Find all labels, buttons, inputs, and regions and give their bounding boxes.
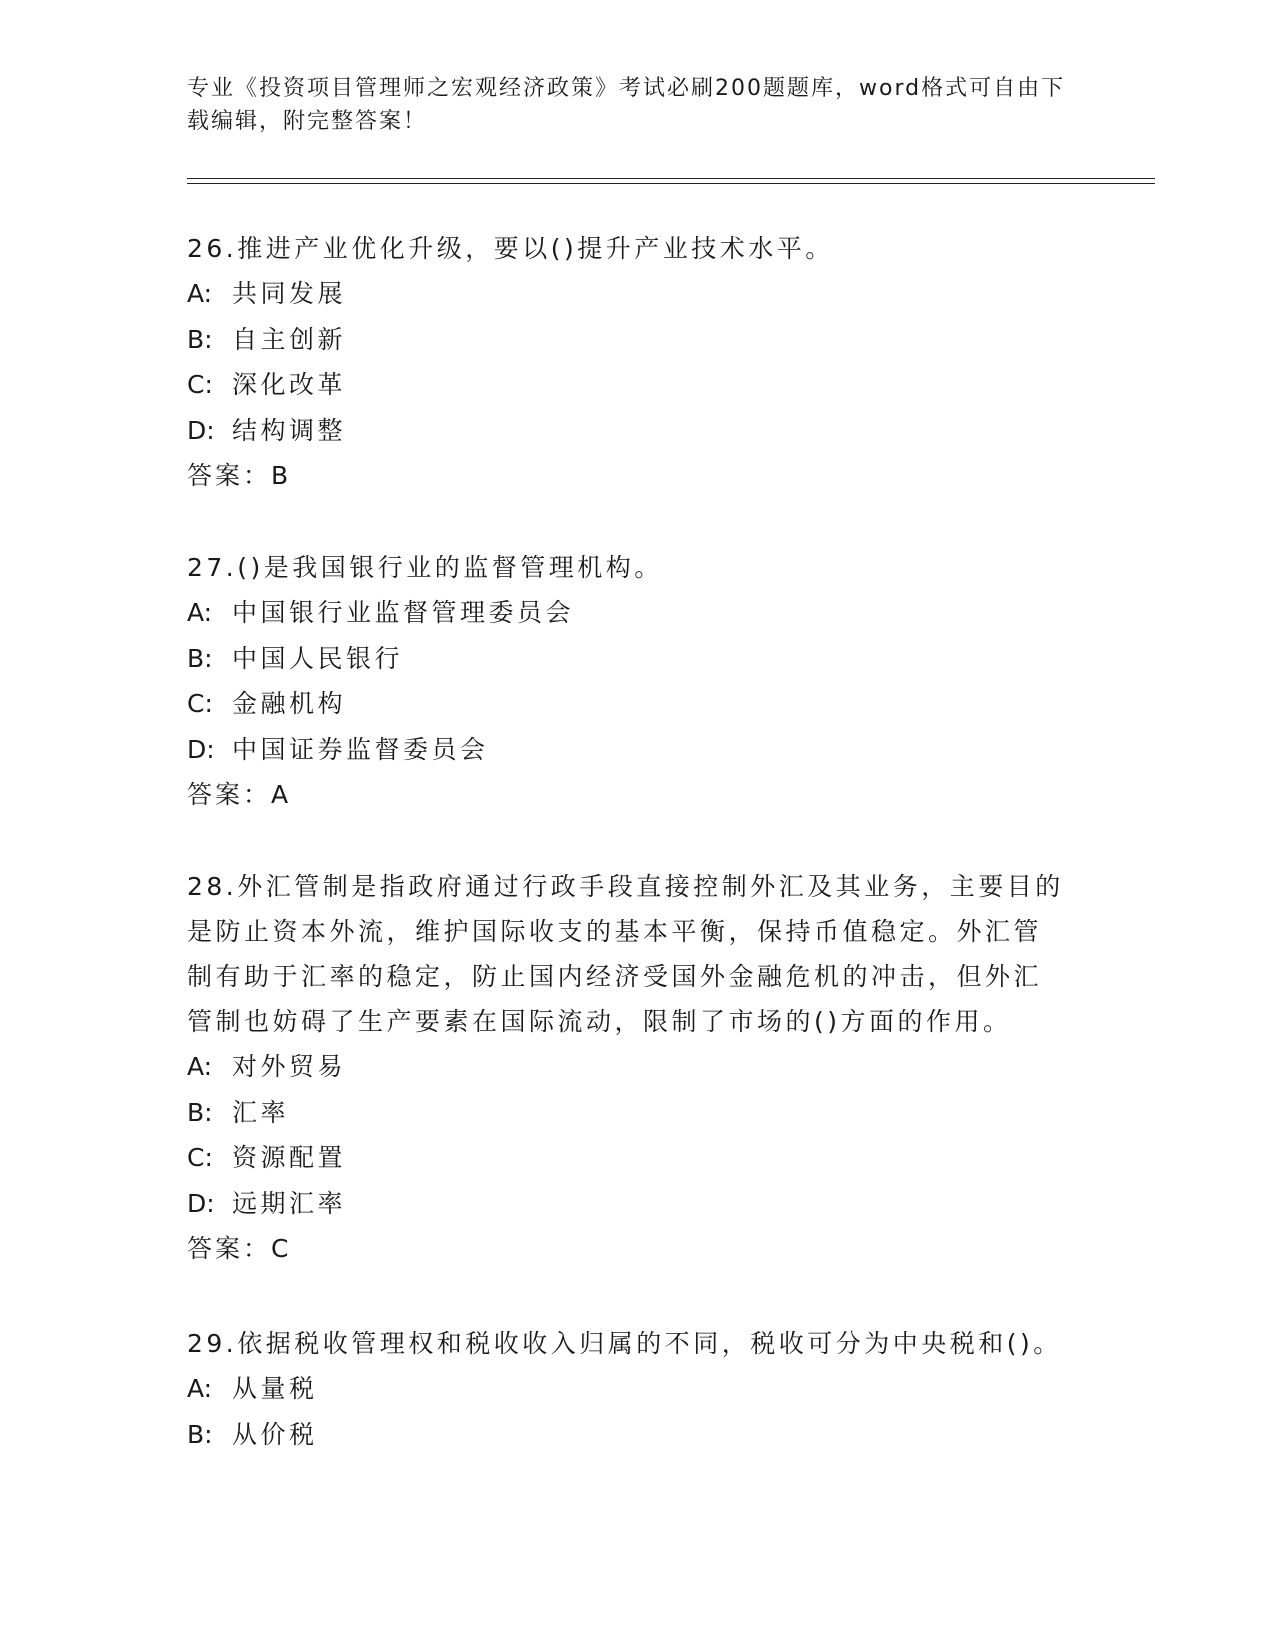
answer-label: 答案： xyxy=(187,1234,272,1263)
document-header: 专业《投资项目管理师之宏观经济政策》考试必刷200题题库，word格式可自由下载编辑，附完整答案！ xyxy=(187,76,1066,134)
question-stem: 28.外汇管制是指政府通过行政手段直接控制外汇及其业务，主要目的是防止资本外流，维护国际收支的基本平衡，保持币值稳定。外汇管制有助于汇率的稳定，防止国内经济受国外金融危机的冲击，但外汇管制也妨碍了生产要素在国际流动，限制了市场的()方面的作用。 xyxy=(187,872,1064,1036)
answer-line xyxy=(187,453,1087,498)
option-letter: B: xyxy=(187,324,213,354)
option-letter: D: xyxy=(187,734,215,764)
option-text: 从量税 xyxy=(232,1374,318,1403)
option-letter: C: xyxy=(187,689,213,718)
option-a xyxy=(187,1366,1087,1412)
question-29 xyxy=(187,1321,1087,1457)
answer-value: A xyxy=(271,780,291,809)
option-letter: C: xyxy=(187,1143,213,1172)
option-b xyxy=(187,317,1087,363)
answer-line xyxy=(187,1226,1067,1271)
option-d xyxy=(187,1181,1067,1227)
option-text: 共同发展 xyxy=(232,279,347,308)
option-b xyxy=(187,636,1087,682)
question-28 xyxy=(187,864,1067,1271)
option-text: 中国人民银行 xyxy=(232,643,404,673)
option-letter: D: xyxy=(187,1188,215,1218)
option-letter: A: xyxy=(187,1374,213,1403)
option-c xyxy=(187,681,1087,727)
answer-value: B xyxy=(271,461,291,490)
answer-label: 答案： xyxy=(187,780,272,809)
option-text: 中国银行业监督管理委员会 xyxy=(232,598,575,627)
question-27 xyxy=(187,545,1087,817)
option-d xyxy=(187,408,1087,454)
question-stem: 29.依据税收管理权和税收收入归属的不同，税收可分为中央税和()。 xyxy=(187,1329,1062,1358)
option-text: 对外贸易 xyxy=(232,1052,347,1081)
option-letter: A: xyxy=(187,279,213,308)
option-letter: B: xyxy=(187,643,213,673)
option-letter: D: xyxy=(187,415,215,445)
option-letter: A: xyxy=(187,1052,213,1081)
answer-line xyxy=(187,772,1087,817)
option-a xyxy=(187,1044,1067,1090)
option-a xyxy=(187,590,1087,636)
option-letter: A: xyxy=(187,598,213,627)
header-divider-top xyxy=(187,178,1155,179)
answer-value: C xyxy=(271,1234,291,1263)
option-text: 结构调整 xyxy=(232,415,347,445)
option-c xyxy=(187,1135,1067,1181)
question-stem: 26.推进产业优化升级，要以()提升产业技术水平。 xyxy=(187,234,834,263)
question-26 xyxy=(187,226,1087,498)
option-letter: B: xyxy=(187,1419,213,1449)
option-a xyxy=(187,271,1087,317)
option-letter: C: xyxy=(187,370,213,399)
option-c xyxy=(187,362,1087,408)
option-text: 中国证券监督委员会 xyxy=(232,734,489,764)
header-divider-bottom xyxy=(187,183,1155,184)
option-letter: B: xyxy=(187,1097,213,1127)
question-stem: 27.()是我国银行业的监督管理机构。 xyxy=(187,553,663,582)
option-d xyxy=(187,727,1087,773)
option-b xyxy=(187,1090,1067,1136)
option-text: 远期汇率 xyxy=(232,1188,347,1218)
option-b xyxy=(187,1412,1087,1458)
answer-label: 答案： xyxy=(187,461,272,490)
option-text: 深化改革 xyxy=(232,370,347,399)
option-text: 金融机构 xyxy=(232,689,347,718)
option-text: 从价税 xyxy=(232,1419,318,1449)
option-text: 汇率 xyxy=(232,1097,290,1127)
option-text: 资源配置 xyxy=(232,1143,347,1172)
option-text: 自主创新 xyxy=(232,324,347,354)
